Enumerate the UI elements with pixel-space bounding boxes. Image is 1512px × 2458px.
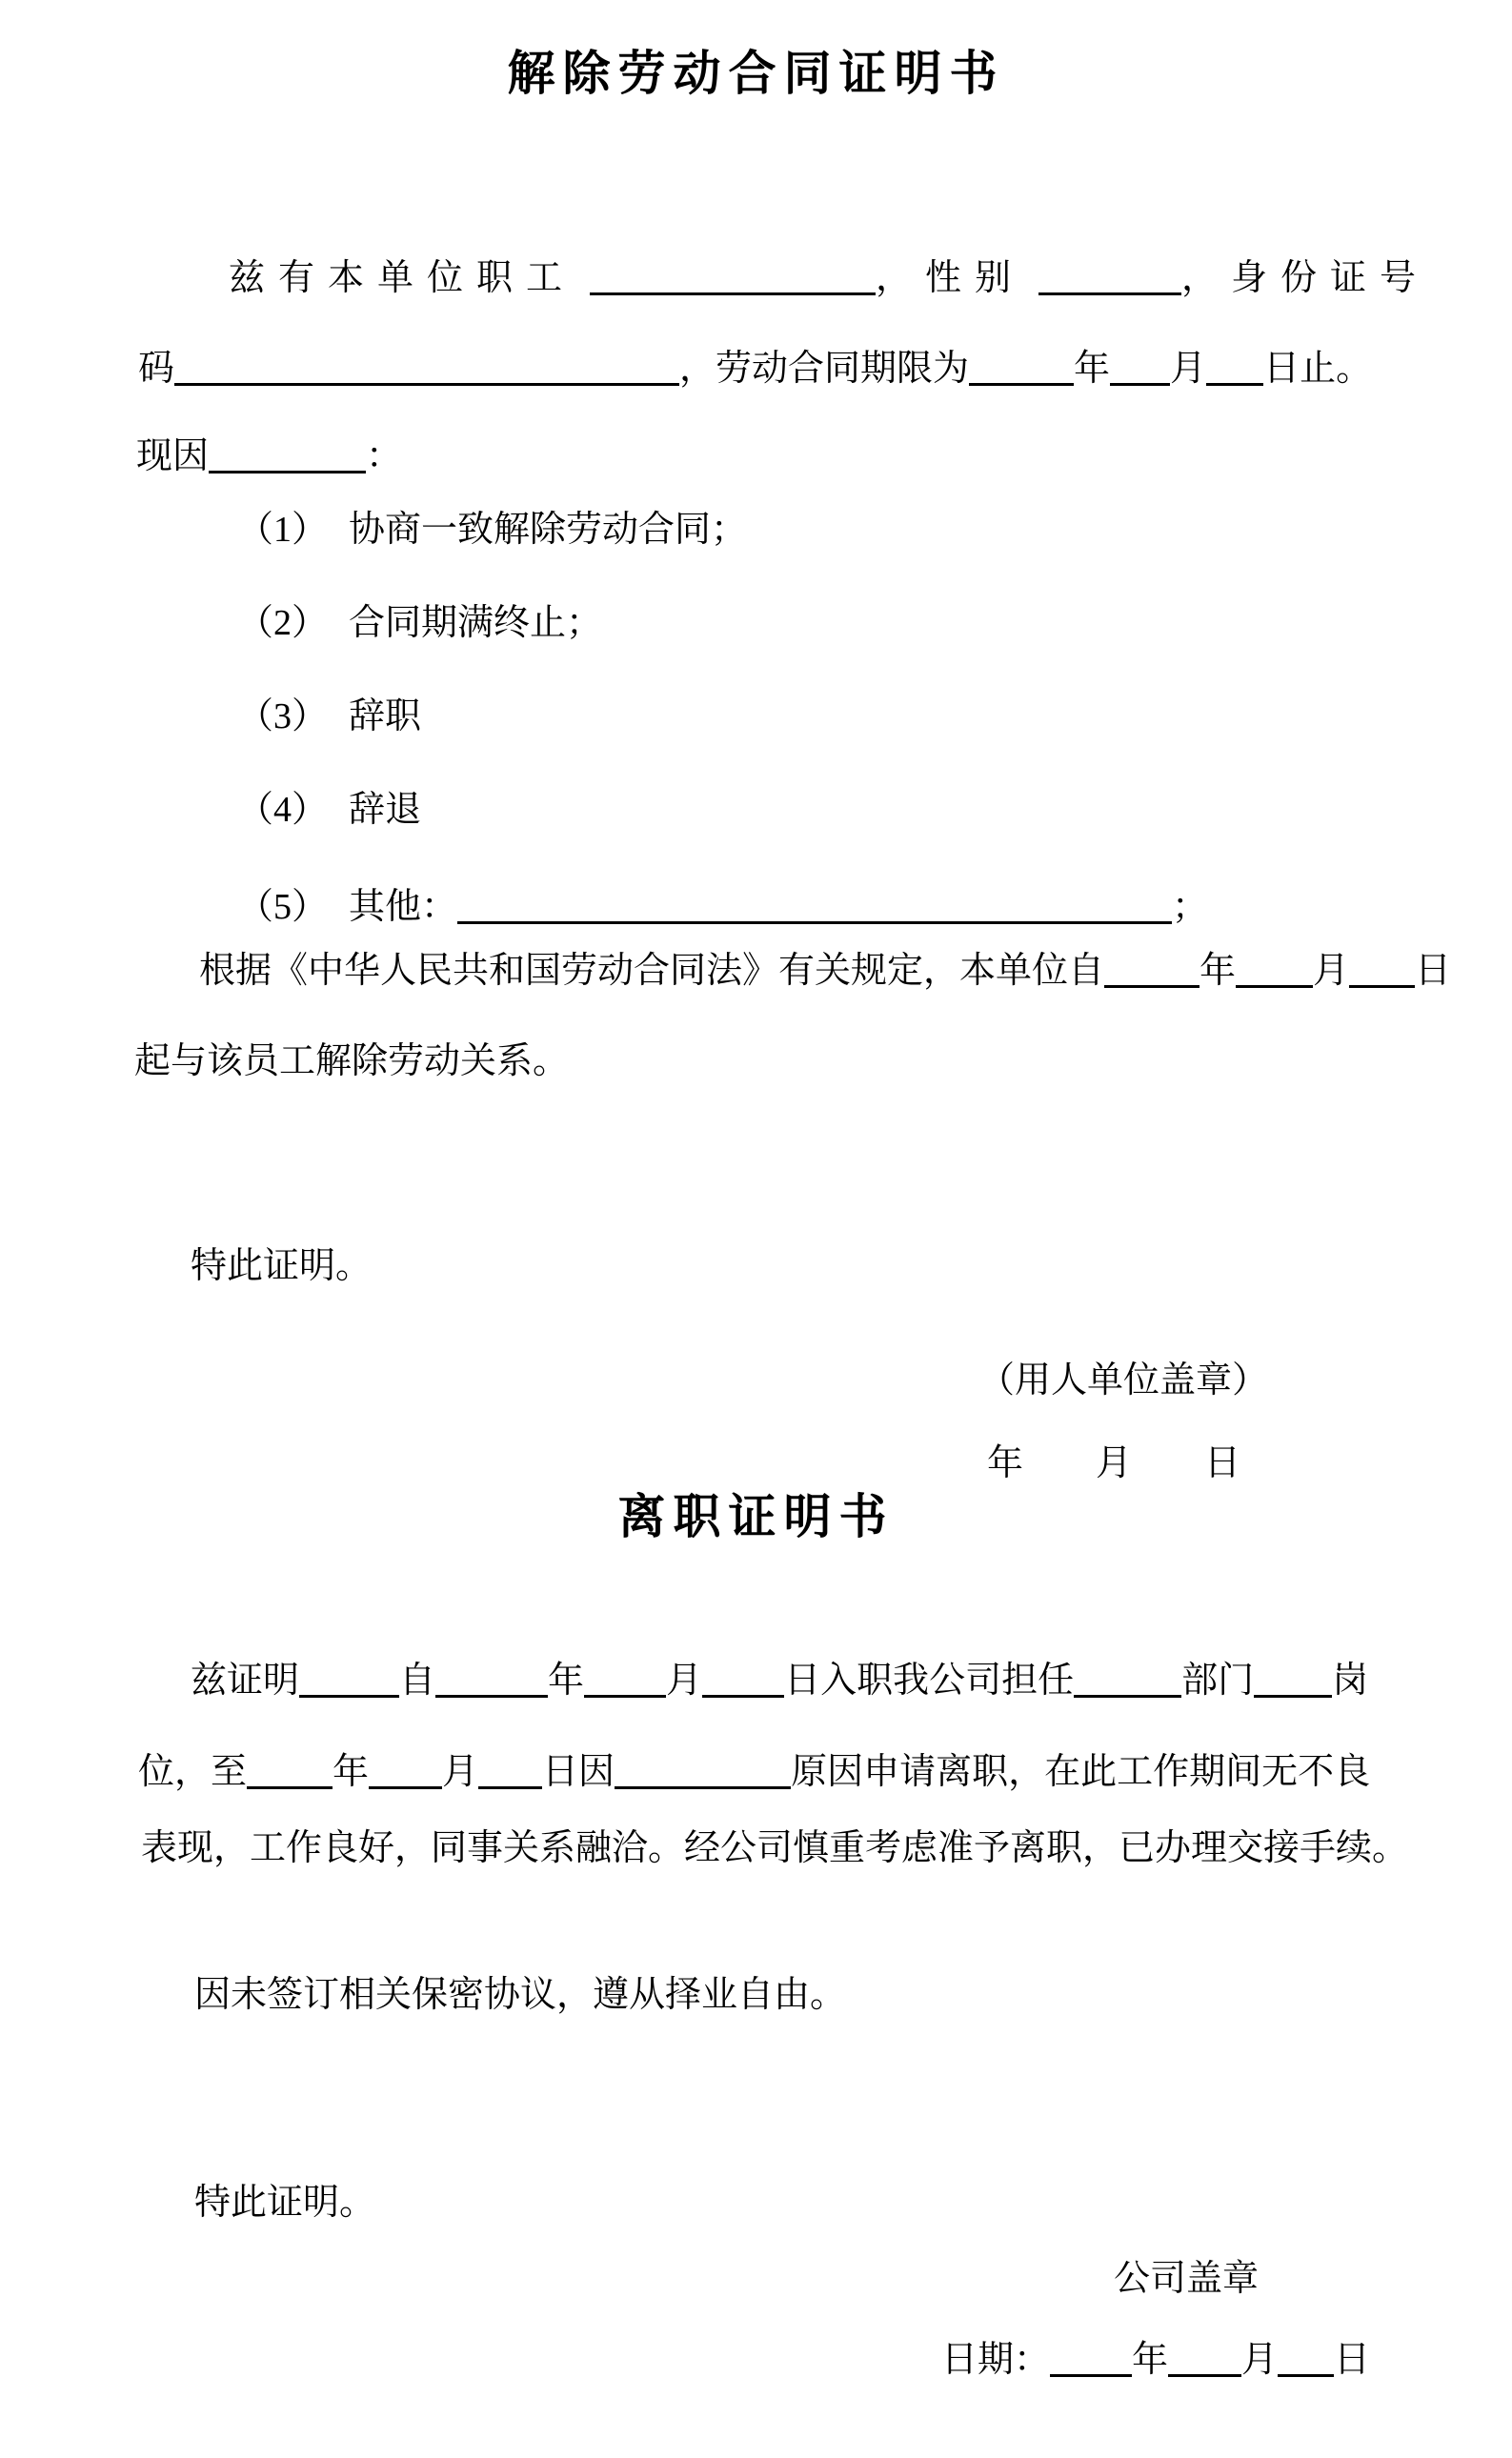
basis-month-label: 月 — [1313, 951, 1350, 991]
id-suffix-label: 码 — [138, 349, 175, 389]
employee-name-blank[interactable] — [590, 292, 876, 295]
termination-month-blank[interactable] — [1236, 985, 1313, 988]
list-item — [237, 507, 1512, 553]
resign-line-3 — [141, 1825, 1512, 1871]
resignation-certificate-section — [0, 1486, 1512, 2383]
basis-line-1 — [199, 948, 1512, 994]
company-seal-line — [1114, 2256, 1512, 2302]
intro-line-1 — [229, 255, 1512, 301]
certify-statement — [191, 1243, 1512, 1289]
list-item — [237, 884, 1512, 930]
item-4-text: 辞退 — [349, 790, 422, 830]
list-item — [237, 787, 1512, 833]
contract-month-label: 月 — [1170, 349, 1207, 389]
join-month-blank[interactable] — [584, 1695, 666, 1698]
join-day-blank[interactable] — [702, 1695, 784, 1698]
list-item — [237, 694, 1512, 739]
termination-year-blank[interactable] — [1104, 985, 1200, 988]
leave-day-blank[interactable] — [478, 1786, 542, 1789]
certify-statement-2 — [194, 2180, 1512, 2226]
leave-reason-blank[interactable] — [615, 1786, 791, 1789]
leave-day-label: 日因 — [542, 1752, 615, 1792]
contract-end-month-blank[interactable] — [1110, 383, 1170, 386]
termination-reason-blank[interactable] — [209, 471, 366, 473]
item-1-text: 协商一致解除劳动合同； — [349, 510, 748, 550]
basis-day-label: 日 — [1415, 951, 1452, 991]
doc2-title: 离职证明书 — [617, 1490, 895, 1543]
contract-end-year-blank[interactable] — [969, 383, 1074, 386]
date-month-blank[interactable] — [1168, 2374, 1241, 2377]
doc1-date-labels: 年 月 日 — [987, 1443, 1241, 1483]
list-item — [237, 600, 1512, 646]
leave-month-blank[interactable] — [369, 1786, 442, 1789]
item-5-number: （5） — [237, 887, 329, 927]
item-1-number: （1） — [237, 510, 329, 550]
resign-line-1 — [191, 1658, 1512, 1703]
item-2-number: （2） — [237, 603, 329, 643]
item-3-number: （3） — [237, 696, 329, 736]
termination-certificate-section — [0, 43, 1512, 1486]
intro-line-2 — [138, 346, 1512, 392]
basis-year-label: 年 — [1200, 951, 1237, 991]
date-day-label: 日 — [1334, 2340, 1371, 2380]
contract-prefix-label: ，劳动合同期限为 — [679, 349, 970, 389]
termination-day-blank[interactable] — [1349, 985, 1415, 988]
department-blank[interactable] — [1074, 1695, 1181, 1698]
resign-reason-label: 原因申请离职，在此工作期间无不良 — [791, 1752, 1371, 1792]
contract-year-label: 年 — [1074, 349, 1111, 389]
join-month-label: 月 — [666, 1661, 703, 1701]
item-2-text: 合同期满终止； — [349, 603, 603, 643]
reason-prefix-label: 现因 — [136, 436, 210, 476]
item-5-text: 其他： — [349, 887, 458, 927]
resign-prefix-label: 兹证明 — [191, 1661, 300, 1701]
item-5-suffix: ； — [1172, 887, 1209, 927]
leave-year-blank[interactable] — [247, 1786, 333, 1789]
leave-year-label: 年 — [333, 1752, 370, 1792]
employer-seal-label: （用人单位盖章） — [978, 1360, 1269, 1400]
date-day-blank[interactable] — [1278, 2374, 1334, 2377]
item-3-text: 辞职 — [349, 696, 422, 736]
department-label: 部门 — [1181, 1661, 1255, 1701]
reason-colon: ： — [366, 436, 403, 476]
join-day-label: 日入职我公司担任 — [784, 1661, 1075, 1701]
company-seal-label: 公司盖章 — [1114, 2259, 1260, 2299]
basis-text-continued: 起与该员工解除劳动关系。 — [134, 1041, 570, 1081]
date-prefix-label: 日期： — [941, 2340, 1051, 2380]
gender-blank[interactable] — [1038, 292, 1181, 295]
privacy-line — [194, 1972, 1512, 2018]
basis-text: 根据《中华人民共和国劳动合同法》有关规定，本单位自 — [199, 951, 1105, 991]
employee-prefix-label: 兹有本单位职工 — [229, 258, 576, 298]
other-reason-blank[interactable] — [457, 921, 1172, 924]
resign-until-label: 位，至 — [138, 1752, 248, 1792]
leave-month-label: 月 — [442, 1752, 479, 1792]
doc2-date-line — [941, 2337, 1512, 2383]
id-prefix-label: ，身份证号 — [1181, 258, 1430, 298]
join-year-blank[interactable] — [435, 1695, 548, 1698]
document-page — [0, 43, 1512, 2458]
position-suffix-label: 岗 — [1332, 1661, 1369, 1701]
item-4-number: （4） — [237, 790, 329, 830]
certify-text: 特此证明。 — [191, 1246, 373, 1286]
doc1-date-line — [987, 1441, 1512, 1486]
resign-from-label: 自 — [399, 1661, 436, 1701]
doc1-title: 解除劳动合同证明书 — [507, 47, 1005, 100]
id-number-blank[interactable] — [174, 383, 679, 386]
privacy-text: 因未签订相关保密协议，遵从择业自由。 — [194, 1975, 847, 2015]
gender-prefix-label: ，性别 — [876, 258, 1025, 298]
basis-line-2 — [134, 1038, 1512, 1084]
date-month-label: 月 — [1241, 2340, 1279, 2380]
performance-text: 表现，工作良好，同事关系融洽。经公司慎重考虑准予离职，已办理交接手续。 — [141, 1828, 1409, 1868]
reason-line — [136, 433, 1512, 479]
resign-line-2 — [138, 1749, 1512, 1795]
position-blank[interactable] — [1254, 1695, 1332, 1698]
resign-employee-name-blank[interactable] — [299, 1695, 399, 1698]
join-year-label: 年 — [548, 1661, 585, 1701]
date-year-label: 年 — [1132, 2340, 1169, 2380]
contract-day-end-label: 日止。 — [1263, 349, 1373, 389]
contract-end-day-blank[interactable] — [1206, 383, 1263, 386]
certify-text-2: 特此证明。 — [194, 2183, 376, 2223]
date-year-blank[interactable] — [1050, 2374, 1132, 2377]
employer-seal-line — [978, 1358, 1512, 1403]
